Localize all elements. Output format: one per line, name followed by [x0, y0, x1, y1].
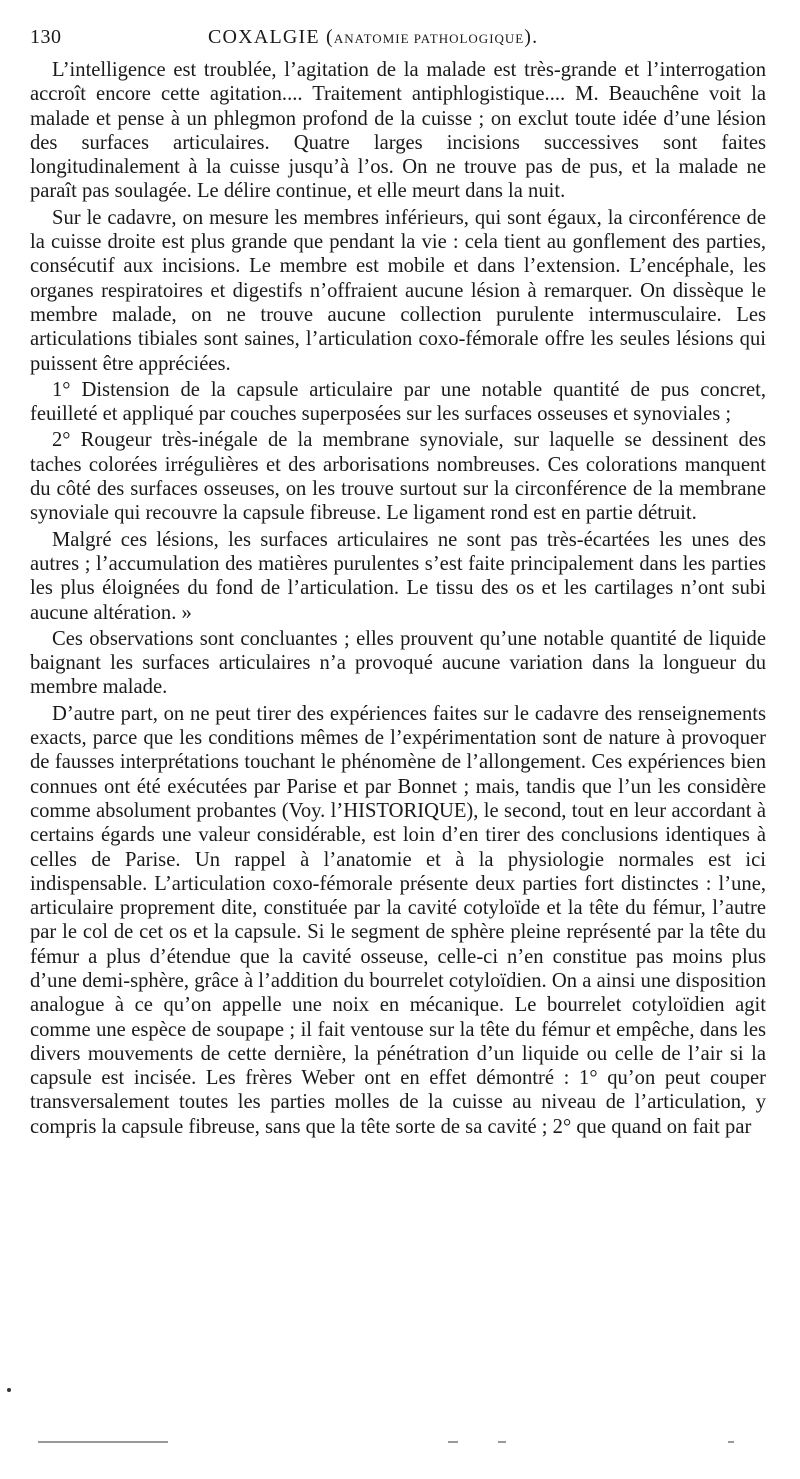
body-text	[30, 58, 766, 1139]
paragraph-6: Ces observations sont concluantes ; elles prouvent qu’une notable quantité de liquide baignant les surfaces articulaires n’a provoqué aucune variation dans la longueur du membre malade.	[30, 627, 766, 699]
document-page	[30, 22, 766, 1141]
running-title-end: ).	[524, 26, 539, 48]
footer-scan-noise	[38, 1441, 758, 1445]
scan-noise-segment	[448, 1441, 458, 1443]
running-title-subtitle: ANATOMIE PATHOLOGIQUE	[333, 31, 525, 46]
scan-noise-segment	[38, 1441, 168, 1443]
page-header	[30, 22, 766, 52]
scan-noise-segment	[728, 1441, 734, 1443]
paragraph-3: 1° Distension de la capsule articulaire par une notable quantité de pus concret, feuilleté et appliqué par couches superposées sur les surfaces osseuses et synoviales ;	[30, 378, 766, 426]
paragraph-4: 2° Rougeur très-inégale de la membrane synoviale, sur laquelle se dessinent des taches colorées irrégulières et des arborisations nombreuses. Ces colorations manquent du côté des surfaces osseuses, on les trouve surtout sur la circonférence de la membrane synoviale qui recouvre la capsule fibreuse. Le ligament rond est en partie détruit.	[30, 429, 766, 525]
page-number: 130	[30, 26, 62, 48]
paragraph-5: Malgré ces lésions, les surfaces articulaires ne sont pas très-écartées les unes des autres ; l’accumulation des matières purulentes s’est faite principalement dans les parties les plus éloignées du fond de l’articulation. Le tissu des os et les cartilages n’ont subi aucune altération. »	[30, 528, 766, 624]
paragraph-7: D’autre part, on ne peut tirer des expériences faites sur le cadavre des renseignements exacts, parce que les conditions mêmes de l’expérimentation sont de nature à provoquer de fausses interprétations touchant le phénomène de l’allongement. Ces expériences bien connues ont été exécutées par Parise et par Bonnet ; mais, tandis que l’un les considère comme absolument probantes (Voy. l’HISTORIQUE), le second, tout en leur accordant à certains égards une valeur considérable, est loin d’en tirer des conclusions identiques à celles de Parise. Un rappel à l’anatomie et à la physiologie normales est ici indispensable. L’articulation coxo-fémorale présente deux parties fort distinctes : l’une, articulaire proprement dite, constituée par la cavité cotyloïde et la tête du fémur, l’autre par le col de cet os et la capsule. Si le segment de sphère pleine représenté par la tête du fémur a plus d’étendue que la cavité osseuse, celle-ci n’en constitue pas moins plus d’une demi-sphère, grâce à l’addition du bourrelet cotyloïdien. On a ainsi une disposition analogue à ce qu’on appelle une noix en mécanique. Le bourrelet cotyloïdien agit comme une espèce de soupape ; il fait ventouse sur la tête du fémur et empêche, dans les divers mouvements de cette dernière, la pénétration d’un liquide ou celle de l’air si la capsule est incisée. Les frères Weber ont en effet démontré : 1° qu’on peut couper transversalement toutes les parties molles de la cuisse au niveau de l’articulation, y compris la capsule fibreuse, sans que la tête sorte de sa cavité ; 2° que quand on fait par	[30, 702, 766, 1138]
paragraph-1: L’intelligence est troublée, l’agitation de la malade est très-grande et l’interrogation accroît encore cette agitation.... Traitement antiphlogistique.... M. Beauchêne voit la malade et pense à un phlegmon profond de la cuisse ; on exclut toute idée d’une lésion des surfaces articulaires. Quatre larges incisions successives sont faites longitudinalement à la cuisse jusqu’à l’os. On ne trouve pas de pus, et la malade ne paraît pas soulagée. Le délire continue, et elle meurt dans la nuit.	[30, 59, 766, 203]
paragraph-2: Sur le cadavre, on mesure les membres inférieurs, qui sont égaux, la circonférence de la cuisse droite est plus grande que pendant la vie : cela tient au gonflement des parties, consécutif aux incisions. Le membre est mobile et dans l’extension. L’encéphale, les organes respiratoires et digestifs n’offraient aucune lésion à remarquer. On dissèque le membre malade, on ne trouve aucune collection purulente intermusculaire. Les articulations tibiales sont saines, l’articulation coxo-fémorale offre les seules lésions qui puissent être appréciées.	[30, 206, 766, 375]
running-title	[208, 22, 538, 54]
running-title-main: COXALGIE (	[208, 26, 334, 48]
stray-ink-mark	[7, 1388, 11, 1392]
scan-noise-segment	[498, 1441, 506, 1443]
